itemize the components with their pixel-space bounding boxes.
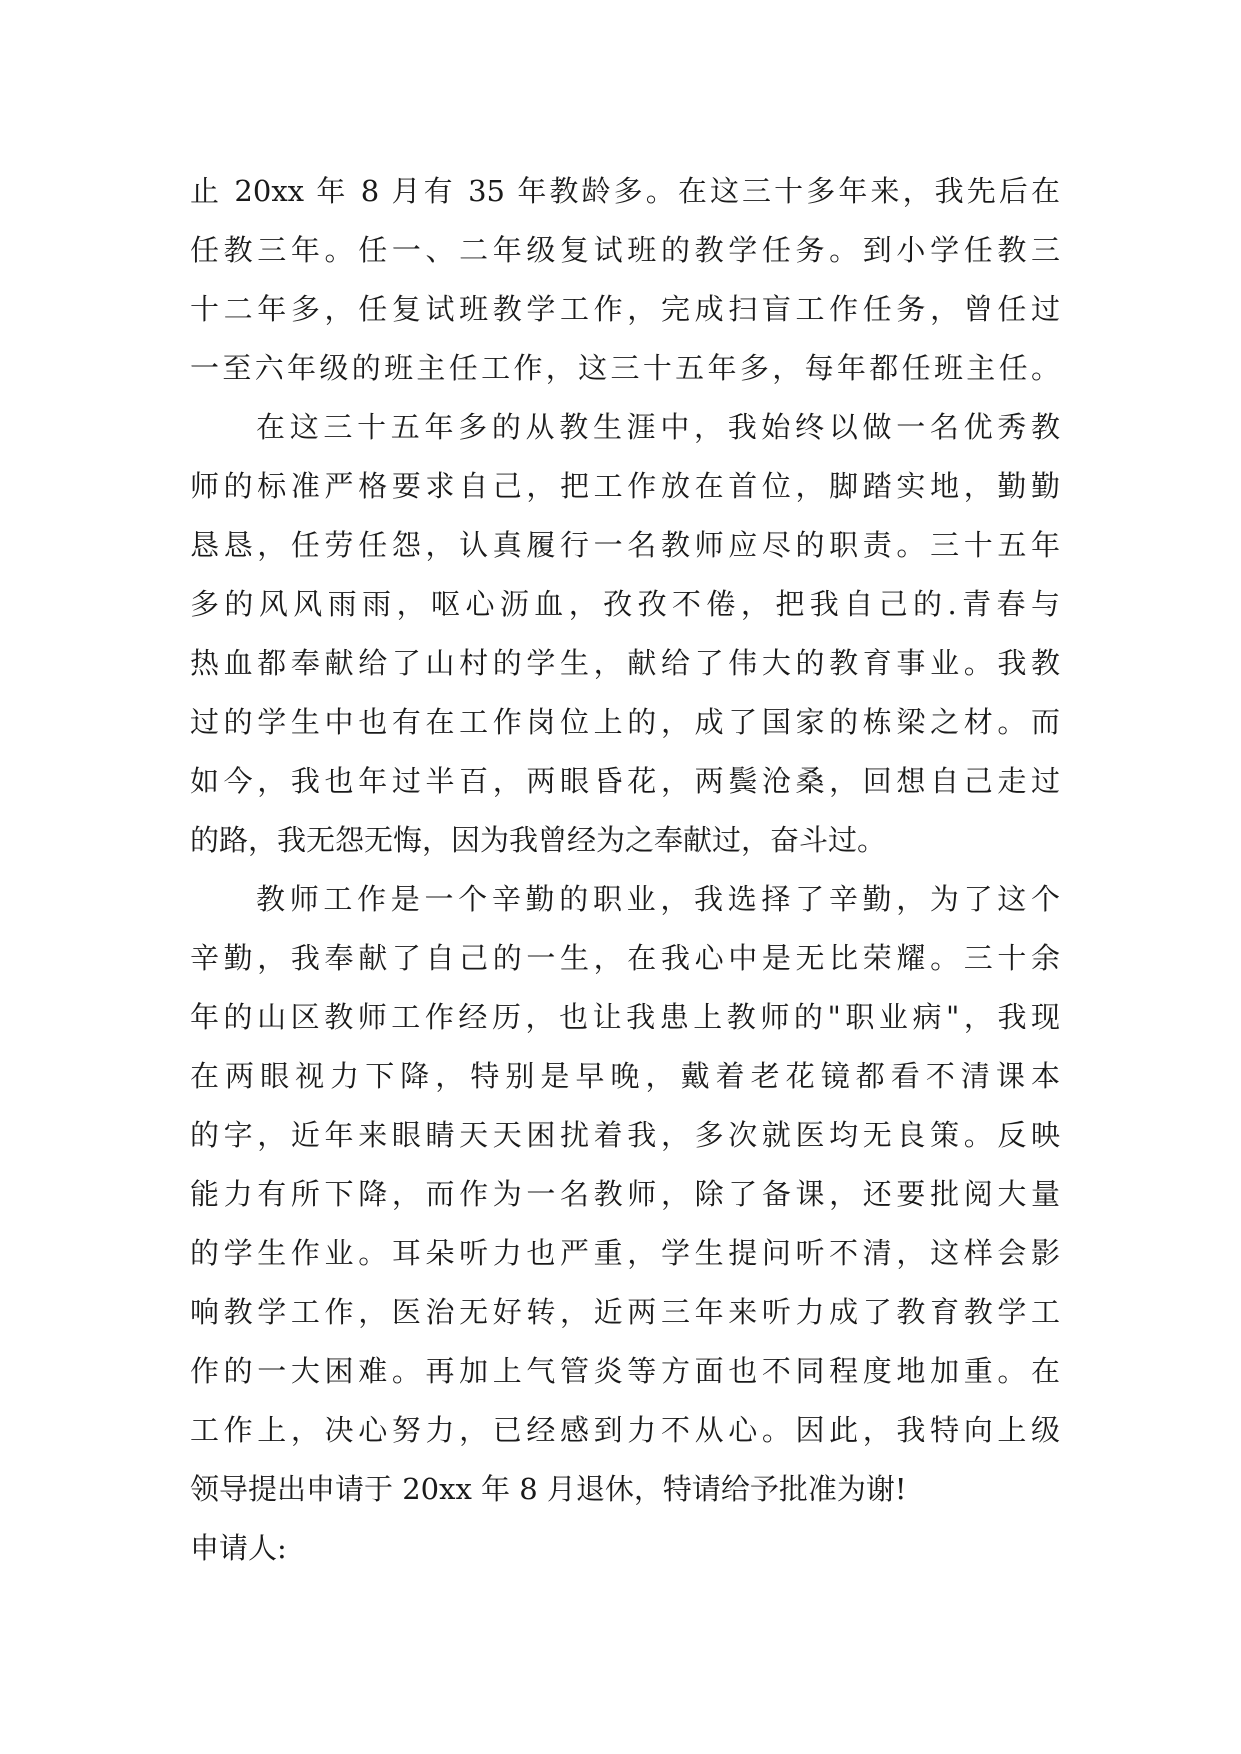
text-line: 止 20xx 年 8 月有 35 年教龄多。在这三十多年来，我先后在 — [190, 174, 1060, 208]
text-line: 恳恳，任劳任怨，认真履行一名教师应尽的职责。三十五年 — [190, 528, 1060, 562]
text-line: 在这三十五年多的从教生涯中，我始终以做一名优秀教 — [256, 410, 1060, 444]
text-line: 十二年多，任复试班教学工作，完成扫盲工作任务，曾任过 — [190, 292, 1060, 326]
text-line: 能力有所下降，而作为一名教师，除了备课，还要批阅大量 — [190, 1177, 1060, 1211]
text-line: 的学生作业。耳朵听力也严重，学生提问听不清，这样会影 — [190, 1236, 1060, 1270]
text-line: 辛勤，我奉献了自己的一生，在我心中是无比荣耀。三十余 — [190, 941, 1060, 975]
text-line: 的路，我无怨无悔，因为我曾经为之奉献过，奋斗过。 — [190, 823, 887, 857]
text-line: 的字，近年来眼睛天天困扰着我，多次就医均无良策。反映 — [190, 1118, 1060, 1152]
text-line: 领导提出申请于 20xx 年 8 月退休，特请给予批准为谢! — [190, 1472, 907, 1506]
text-line: 年的山区教师工作经历，也让我患上教师的"职业病"，我现 — [190, 1000, 1060, 1034]
text-line: 作的一大困难。再加上气管炎等方面也不同程度地加重。在 — [190, 1354, 1060, 1388]
text-line: 一至六年级的班主任工作，这三十五年多，每年都任班主任。 — [190, 351, 1060, 385]
text-line: 热血都奉献给了山村的学生，献给了伟大的教育事业。我教 — [190, 646, 1060, 680]
text-line: 任教三年。任一、二年级复试班的教学任务。到小学任教三 — [190, 233, 1060, 267]
text-line: 工作上，决心努力，已经感到力不从心。因此，我特向上级 — [190, 1413, 1060, 1447]
document-body — [190, 162, 1060, 1578]
paragraph-2 — [190, 398, 1060, 870]
text-line: 如今，我也年过半百，两眼昏花，两鬓沧桑，回想自己走过 — [190, 764, 1060, 798]
text-line: 教师工作是一个辛勤的职业，我选择了辛勤，为了这个 — [256, 882, 1060, 916]
text-line: 过的学生中也有在工作岗位上的，成了国家的栋梁之材。而 — [190, 705, 1060, 739]
text-line: 师的标准严格要求自己，把工作放在首位，脚踏实地，勤勤 — [190, 469, 1060, 503]
text-line: 多的风风雨雨，呕心沥血，孜孜不倦，把我自己的.青春与 — [190, 587, 1060, 621]
text-line: 响教学工作，医治无好转，近两三年来听力成了教育教学工 — [190, 1295, 1060, 1329]
signature-label: 申请人: — [190, 1531, 287, 1565]
paragraph-1 — [190, 162, 1060, 398]
text-line: 在两眼视力下降，特别是早晚，戴着老花镜都看不清课本 — [190, 1059, 1060, 1093]
paragraph-3 — [190, 870, 1060, 1519]
